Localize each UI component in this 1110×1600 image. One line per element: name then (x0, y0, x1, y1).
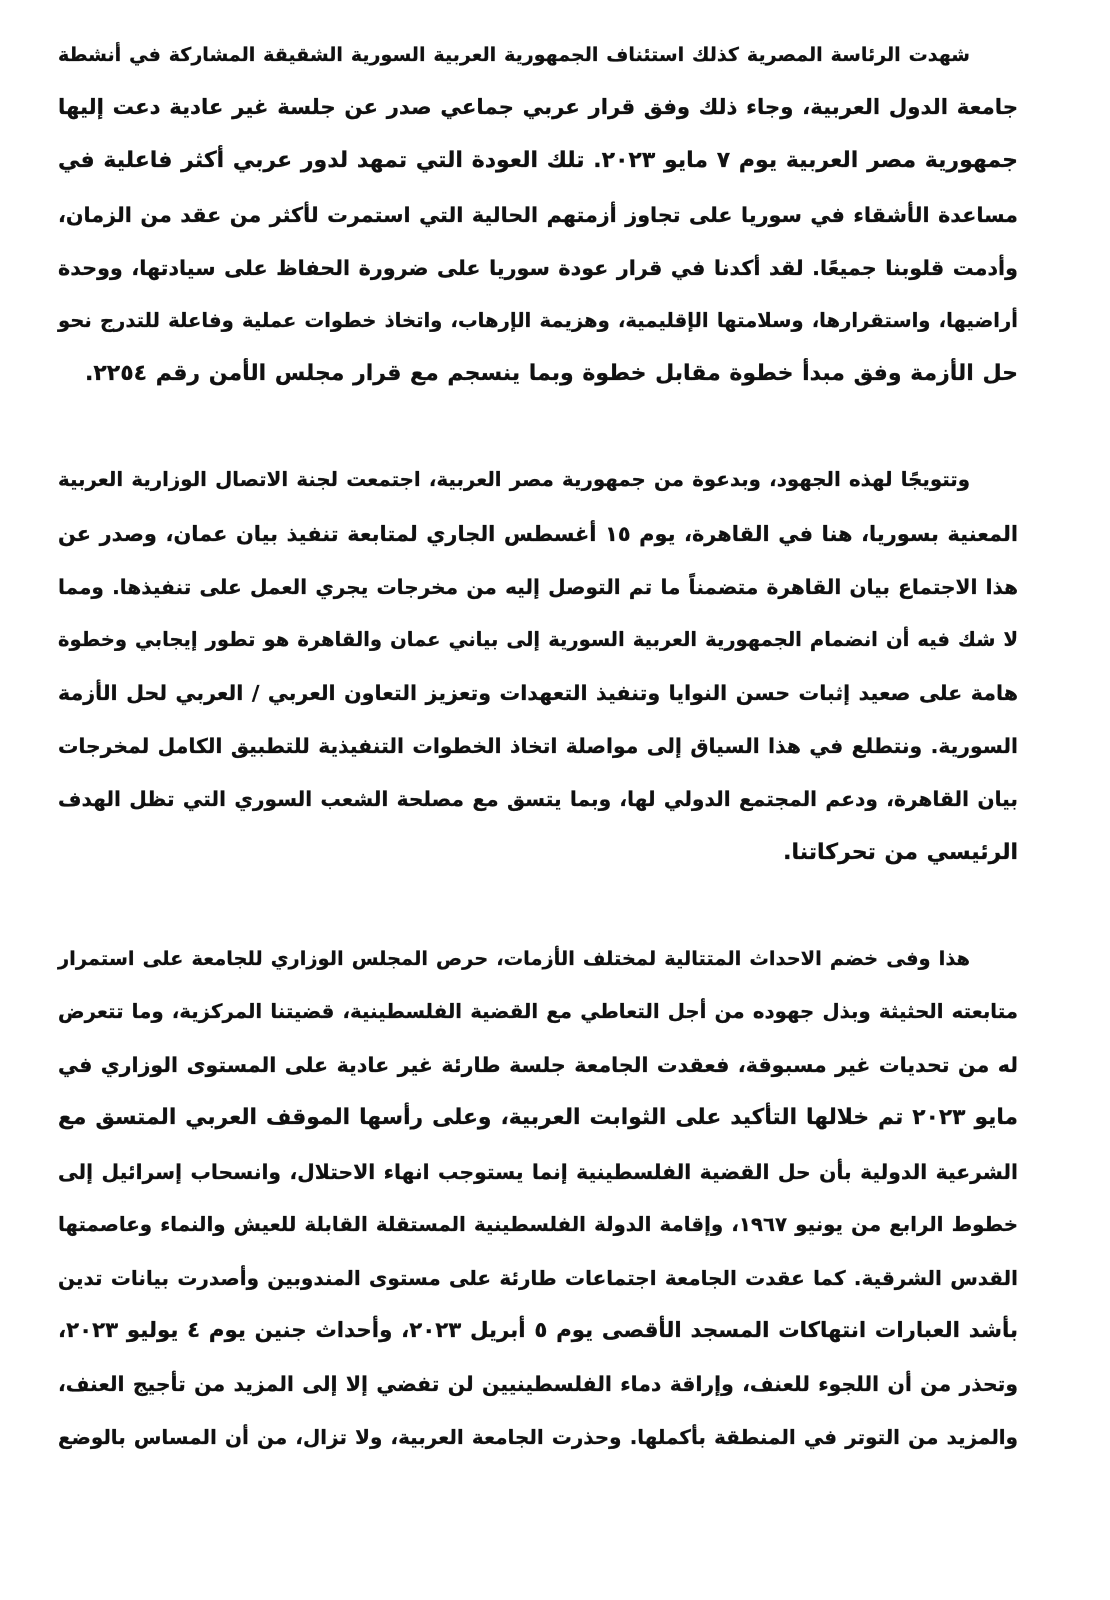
text-line: هذا الاجتماع بيان القاهرة متضمناً ما تم التوصل إليه من مخرجات يجري العمل على تنفيذها. ومما (58, 574, 1018, 599)
text-line: الشرعية الدولية بأن حل القضية الفلسطينية إنما يستوجب انهاء الاحتلال، وانسحاب إسرائيل إلى (58, 1159, 1018, 1184)
text-line: له من تحديات غير مسبوقة، فعقدت الجامعة جلسة طارئة غير عادية على المستوى الوزاري في (58, 1053, 1018, 1078)
text-line: جمهورية مصر العربية يوم ٧ مايو ٢٠٢٣. تلك العودة التي تمهد لدور عربي أكثر فاعلية في (58, 148, 1018, 174)
text-line: الرئيسي من تحركاتنا. (783, 839, 1018, 865)
paragraph-spacer (58, 885, 1018, 938)
text-line: مايو ٢٠٢٣ تم خلالها التأكيد على الثوابت العربية، وعلى رأسها الموقف العربي المتسق مع (58, 1105, 1018, 1131)
text-line: لا شك فيه أن انضمام الجمهورية العربية السورية إلى بياني عمان والقاهرة هو تطور إيجابي وخطوة (58, 627, 1018, 651)
text-line: بأشد العبارات انتهاكات المسجد الأقصى يوم ٥ أبريل ٢٠٢٣، وأحداث جنين يوم ٤ يوليو ٢٠٢٣، (58, 1318, 1018, 1344)
text-line: هذا وفى خضم الاحداث المتتالية لمختلف الأزمات، حرص المجلس الوزاري للجامعة على استمرار (58, 946, 970, 970)
text-line: وتتويجًا لهذه الجهود، وبدعوة من جمهورية مصر العربية، اجتمعت لجنة الاتصال الوزارية العربية (58, 468, 970, 492)
text-line: المعنية بسوريا، هنا في القاهرة، يوم ١٥ أغسطس الجاري لمتابعة تنفيذ بيان عمان، وصدر عن (58, 521, 1018, 546)
text-line: حل الأزمة وفق مبدأ خطوة مقابل خطوة وبما ينسجم مع قرار مجلس الأمن رقم ٢٢٥٤. (85, 361, 1018, 387)
text-line: والمزيد من التوتر في المنطقة بأكملها. وحذرت الجامعة العربية، ولا تزال، من أن المساس بالوضع (58, 1425, 1018, 1449)
text-line: وتحذر من أن اللجوء للعنف، وإراقة دماء الفلسطينيين لن تفضي إلا إلى المزيد من تأجيج العنف، (58, 1372, 1018, 1397)
text-line: مساعدة الأشقاء في سوريا على تجاوز أزمتهم الحالية التي استمرت لأكثر من عقد من الزمان، (58, 202, 1018, 227)
paragraph-syria-return (58, 34, 1018, 406)
text-line: وأدمت قلوبنا جميعًا. لقد أكدنا في قرار عودة سوريا على ضرورة الحفاظ على سيادتها، ووحدة (58, 255, 1018, 280)
text-line: جامعة الدول العربية، وجاء ذلك وفق قرار عربي جماعي صدر عن جلسة غير عادية دعت إليها (58, 95, 1018, 121)
paragraph-spacer (58, 406, 1018, 459)
paragraph-palestinian-cause (58, 938, 1018, 1470)
document-page (58, 34, 1018, 1470)
text-line: خطوط الرابع من يونيو ١٩٦٧، وإقامة الدولة الفلسطينية المستقلة القابلة للعيش والنماء وعاصمتها (58, 1212, 1018, 1236)
text-line: السورية. ونتطلع في هذا السياق إلى مواصلة اتخاذ الخطوات التنفيذية للتطبيق الكامل لمخرجات (58, 734, 1018, 759)
paragraph-cairo-statement (58, 459, 1018, 885)
text-line: هامة على صعيد إثبات حسن النوايا وتنفيذ التعهدات وتعزيز التعاون العربي / العربي لحل الأزمة (58, 681, 1018, 706)
text-line: أراضيها، واستقرارها، وسلامتها الإقليمية، وهزيمة الإرهاب، واتخاذ خطوات عملية وفاعلة للتدرج نحو (58, 308, 1018, 332)
text-line: متابعته الحثيثة وبذل جهوده من أجل التعاطي مع القضية الفلسطينية، قضيتنا المركزية، وما تتعرض (58, 1000, 1018, 1023)
text-line: شهدت الرئاسة المصرية كذلك استئناف الجمهورية العربية السورية الشقيقة المشاركة في أنشطة (58, 44, 970, 66)
text-line: بيان القاهرة، ودعم المجتمع الدولي لها، وبما يتسق مع مصلحة الشعب السوري التي تظل الهدف (58, 787, 1018, 812)
text-line: القدس الشرقية. كما عقدت الجامعة اجتماعات طارئة على مستوى المندوبين وأصدرت بيانات تدين (58, 1265, 1018, 1290)
